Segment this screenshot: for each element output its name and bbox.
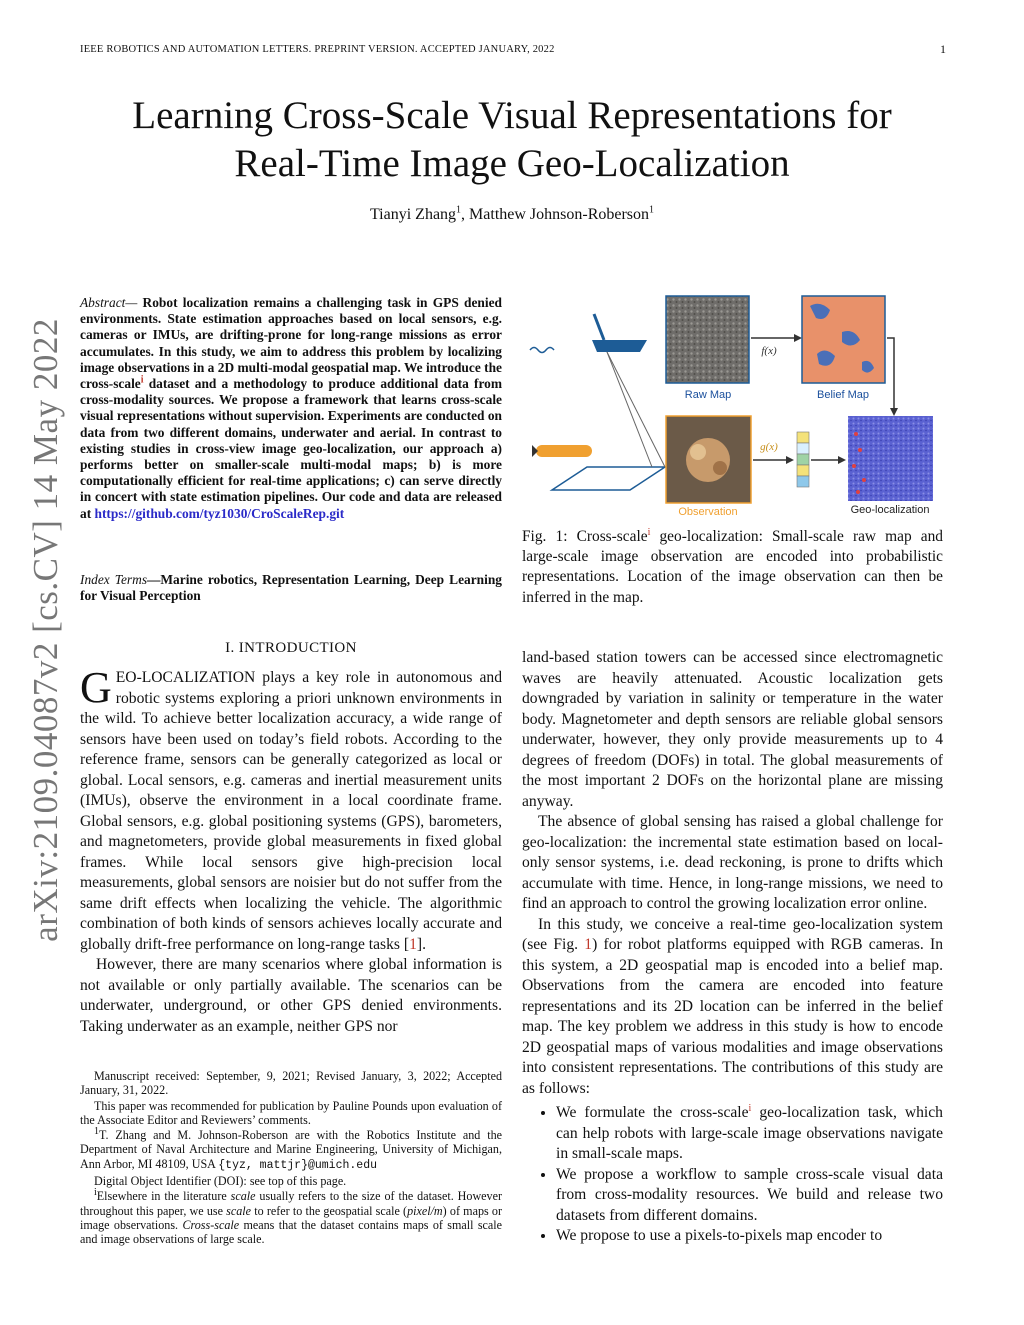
arxiv-stamp[interactable]: arXiv:2109.04087v2 [cs.CV] 14 May 2022 [26,318,65,942]
belief-map-label: Belief Map [817,389,869,401]
geo-localization-label: Geo-localization [850,504,930,516]
footnotes [80,1069,502,1248]
author-separator: , [461,206,470,223]
raw-map-label: Raw Map [684,389,732,401]
introduction-body [80,663,502,1037]
paper-title [0,92,1024,188]
footnote-received: Manuscript received: September, 9, 2021; Revised January, 3, 2022; Accepted January, 31, 2022. [80,1069,502,1098]
figure-1 [522,292,942,522]
intro-paragraph-2: However, there are many scenarios where global information is not available or only partially available. The scenarios can be underwater, underground, or other GPS denied environments. Taking underwater as an example, neither GPS nor [80,956,502,1035]
abstract-lead: Abstract [80,295,126,310]
drop-cap: G [80,663,112,712]
footnote-mark: i [647,526,651,538]
auv-icon [532,445,592,457]
abstract [80,295,502,522]
geo-localization-image [848,416,933,501]
wave-icon [530,348,554,353]
feature-vector [797,432,809,487]
author-list [0,206,1024,224]
page-number: 1 [940,42,946,56]
contributions-list [522,1103,943,1247]
code-link[interactable]: https://github.com/tyz1030/CroScaleRep.git [94,505,345,521]
index-terms-text: —Marine robotics, Representation Learning, Deep Learning for Visual Perception [80,572,502,604]
author-1: Tianyi Zhang [369,206,457,223]
affiliation-mark: 1 [456,204,462,216]
running-header: IEEE ROBOTICS AND AUTOMATION LETTERS. PREPRINT VERSION. ACCEPTED JANUARY, 2022 [80,44,555,55]
gx-label: g(x) [760,441,778,453]
right-column-body [522,648,943,1247]
abstract-text-2: dataset and a methodology to produce additional data from cross-modality sources. We propose a framework that learns cross-scale visual representations without supervision. Experiments are conducted on data from two different domains, underwater and aerial. In contrast to existing studies in cross-view image geo-localization, our approach a) performs better on smaller-scale multi-modal maps; b) is more computationally efficient for real-time applications; c) can serve directly in concert with state estimation pipelines. Our code and data are released at [80,376,502,521]
boat-icon [592,314,647,352]
right-paragraph-1: land-based station towers can be accessed since electromagnetic waves are heavily attenuated. Acoustic localization gets downgraded by variation in salinity or temperature in the water body. Magnetometer and depth sensors are reliable global sensors underwater, however, they only provide measurements up to 4 degrees of freedom (DOFs) in total. The global measurements of the most important 2 DOFs on the horizontal plane are missing anyway. [522,649,943,810]
list-item: • We formulate the cross-scale$^i$ geo-localization task, which can help robots with large-scale image observations navigate in small-scale maps. [556,1103,943,1165]
fx-label: f(x) [761,345,777,357]
affiliation-mark: 1 [649,204,655,216]
footnote-scale: $^i$Elsewhere in the literature scale usually refers to the size of the dataset. However throughout this paper, we use scale to refer to the geospatial scale (pixel/m) of maps or image observations. Cross-scale means that the dataset contains maps of small scale and image observations of large scale. [80,1187,503,1247]
raw-map-image [666,296,749,383]
footnote-recommended: This paper was recommended for publication by Pauline Pounds upon evaluation of the Associate Editor and Reviewers’ comments. [80,1098,502,1127]
title-line-2: Real-Time Image Geo-Localization [234,142,790,185]
figure-reference-link[interactable]: 1 [584,936,593,953]
observation-image [666,416,751,503]
title-line-1: Learning Cross-Scale Visual Representations for [132,94,892,137]
email: {tyz, mattjr}@umich.edu [218,1158,377,1172]
index-terms [80,572,502,604]
right-paragraph-2: The absence of global sensing has raised a global challenge for geo-localization: the incremental state estimation based on local-only sensor systems, i.e. dead reckoning, is prone to drifts which accumulate with time. Hence, in long-range missions, we need to find an approach to control the growing localization error online. [522,813,943,912]
belief-map-image [802,296,885,383]
footnote-mark: i [140,374,144,386]
index-terms-lead: Index Terms [80,572,148,587]
citation-link[interactable]: 1 [409,935,417,953]
observation-footprint [552,467,665,490]
section-title-introduction: I. INTRODUCTION [225,640,357,656]
list-item: • We propose a workflow to sample cross-scale visual data from cross-modality resources. We build and release two datasets from different domains. [556,1165,943,1227]
list-item: • We propose to use a pixels-to-pixels map encoder to [556,1226,943,1247]
figure-caption: Fig. 1: Cross-scale$^i$ geo-localization: Small-scale raw map and large-scale image observation are encoded into probabilistic representations. Location of the image observation can then be inferred in the map. [522,526,943,606]
author-2: Matthew Johnson-Roberson [469,206,650,223]
right-paragraph-3: In this study, we conceive a real-time geo-localization system (see Fig. 1) for robot platforms equipped with RGB cameras. In this system, a 2D geospatial map is encoded into a belief map. Observations from the camera are encoded into feature representations and its 2D location can be inferred in the belief map. The key problem we address in this study is how to encode 2D geospatial maps of various modalities and image observations into consistent representations. The contributions of this study are as follows: [522,915,943,1097]
footnote-affiliation: $^1$T. Zhang and M. Johnson-Roberson are with the Robotics Institute and the Department of Naval Architecture and Marine Engineering, University of Michigan, Ann Arbor, MI 48109, USA {tyz, mattjr}@umich.edu [80,1126,502,1172]
abstract-text-1: Robot localization remains a challenging task in GPS denied environments. State estimation approaches based on local sensors, e.g. cameras or IMUs, are drifting-prone for long-range missions as error accumulates. In this study, we aim to address this problem by localizing image observations in a 2D multi-modal geospatial map. We introduce the cross-scale [80,295,502,392]
footnote-doi: Digital Object Identifier (DOI): see top of this page. [94,1174,347,1189]
observation-label: Observation [678,506,738,518]
abstract-dash: — [125,295,138,310]
intro-paragraph-1: GEO-LOCALIZATION plays a key role in autonomous and robotic systems exploring a priori unknown environments in the wild. To achieve better localization accuracy, a wide range of sensors have been used on today’s field robots. According to the reference frame, sensors can be generally categorized as local or global. Local sensors, e.g. cameras and inertial measurement units (IMUs), observe the environment in a local coordinate frame. Global sensors, e.g. global positioning systems (GPS), barometers, and magnetometers, provide global measurements in fixed global frames. While local sensors give high-precision local measurements, global sensors are noisier but do not suffer from the same drift effects when localizing the vehicle. The algorithmic combination of both kinds of sensors achieves locally accurate and globally drift-free performance on long-range tasks [1]. [80,663,502,953]
